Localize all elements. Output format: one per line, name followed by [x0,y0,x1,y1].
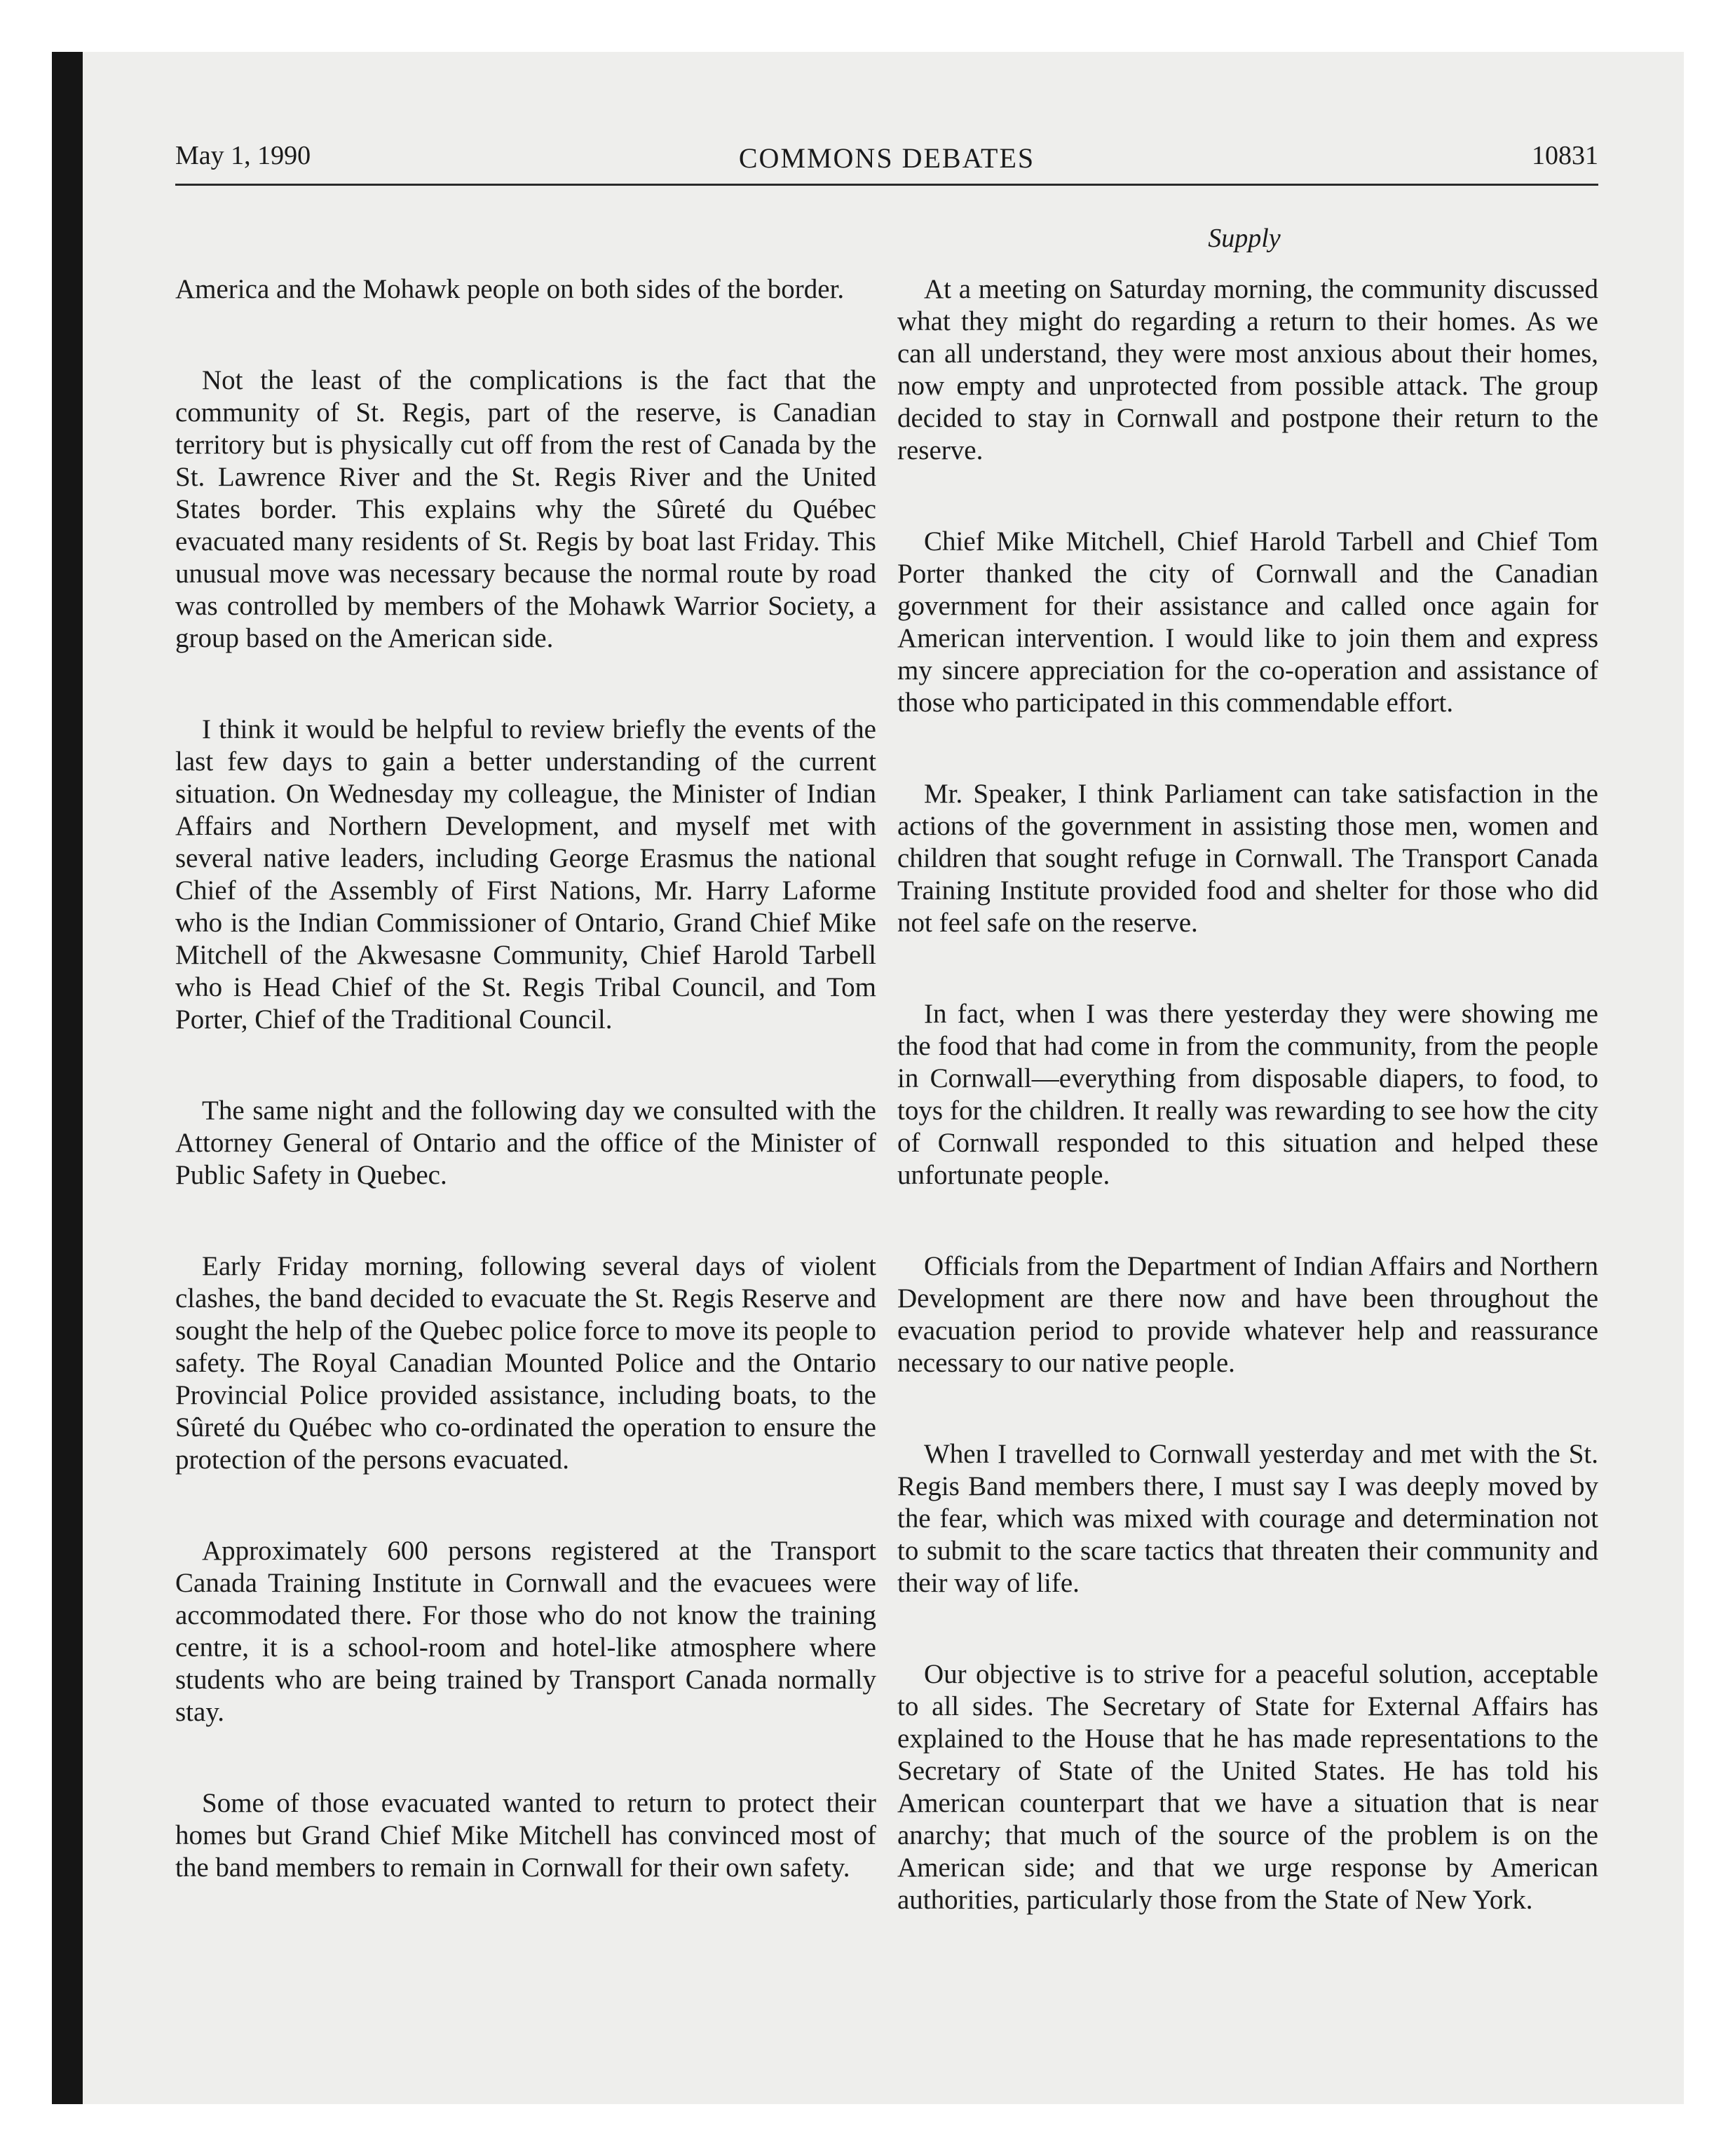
paragraph: The same night and the following day we consulted with the Attorney General of Ontario and the office of the Minister of Public Safety in Quebec. [175,1096,876,1190]
left-column [175,273,876,1884]
section-title: Supply [1208,224,1281,253]
paragraph: America and the Mohawk people on both sides of the border. [175,274,845,304]
header-page-number: 10831 [1532,141,1598,170]
paragraph: Chief Mike Mitchell, Chief Harold Tarbell and Chief Tom Porter thanked the city of Cornwall and the Canadian government for their assistance and called once again for American intervention. I would like to join them and express my sincere appreciation for the co-operation and assistance of those who participated in this commendable effort. [897,526,1598,718]
paragraph: I think it would be helpful to review briefly the events of the last few days to gain a better understanding of the current situation. On Wednesday my colleague, the Minister of Indian Affairs and Northern Development, and myself met with several native leaders, including George Erasmus the national Chief of the Assembly of First Nations, Mr. Harry Laforme who is the Indian Commissioner of Ontario, Grand Chief Mike Mitchell of the Akwesasne Community, Chief Harold Tarbell who is Head Chief of the St. Regis Tribal Council, and Tom Porter, Chief of the Traditional Council. [175,714,876,1035]
header-date: May 1, 1990 [175,141,311,170]
paragraph: Some of those evacuated wanted to return to protect their homes but Grand Chief Mike Mitchell has convinced most of the band members to remain in Cornwall for their own safety. [175,1788,876,1883]
paragraph: Our objective is to strive for a peaceful solution, acceptable to all sides. The Secretary of State for External Affairs has explained to the House that he has made representations to the Secretary of State of the United States. He has told his American counterpart that we have a situation that is near anarchy; that much of the source of the problem is on the American side; and that we urge response by American authorities, particularly those from the State of New York. [897,1659,1598,1915]
right-column [897,273,1598,1916]
paragraph: Not the least of the complications is the fact that the community of St. Regis, part of the reserve, is Canadian territory but is physically cut off from the rest of Canada by the St. Lawrence River and the St. Regis River and the United States border. This explains why the Sûreté du Québec evacuated many residents of St. Regis by boat last Friday. This unusual move was necessary because the normal route by road was controlled by members of the Mohawk Warrior Society, a group based on the American side. [175,365,876,653]
paragraph: When I travelled to Cornwall yesterday and met with the St. Regis Band members there, I must say I was deeply moved by the fear, which was mixed with courage and determination not to submit to the scare tactics that threaten their community and their way of life. [897,1439,1598,1598]
paragraph: In fact, when I was there yesterday they were showing me the food that had come in from the community, from the people in Cornwall—everything from disposable diapers, to food, to toys for the children. It really was rewarding to see how the city of Cornwall responded to this situation and helped these unfortunate people. [897,999,1598,1190]
page-header [175,140,1598,186]
paragraph: Early Friday morning, following several days of violent clashes, the band decided to evacuate the St. Regis Reserve and sought the help of the Quebec police force to move its people to safety. The Royal Canadian Mounted Police and the Ontario Provincial Police provided assistance, including boats, to the Sûreté du Québec who co-ordinated the operation to ensure the protection of the persons evacuated. [175,1251,876,1475]
scan-edge-shadow [52,52,83,2104]
paragraph: Mr. Speaker, I think Parliament can take satisfaction in the actions of the government in assisting those men, women and children that sought refuge in Cornwall. The Transport Canada Training Institute provided food and shelter for those who did not feel safe on the reserve. [897,779,1598,938]
paragraph: At a meeting on Saturday morning, the community discussed what they might do regarding a return to their homes. As we can all understand, they were most anxious about their homes, now empty and unprotected from possible attack. The group decided to stay in Cornwall and postpone their return to the reserve. [897,274,1598,465]
paragraph: Approximately 600 persons registered at the Transport Canada Training Institute in Cornwall and the evacuees were accommodated there. For those who do not know the training centre, it is a school-room and hotel-like atmosphere where students who are being trained by Transport Canada normally stay. [175,1536,876,1727]
paragraph: Officials from the Department of Indian Affairs and Northern Development are there now and have been throughout the evacuation period to provide whatever help and reassurance necessary to our native people. [897,1251,1598,1378]
header-title: COMMONS DEBATES [738,142,1035,174]
